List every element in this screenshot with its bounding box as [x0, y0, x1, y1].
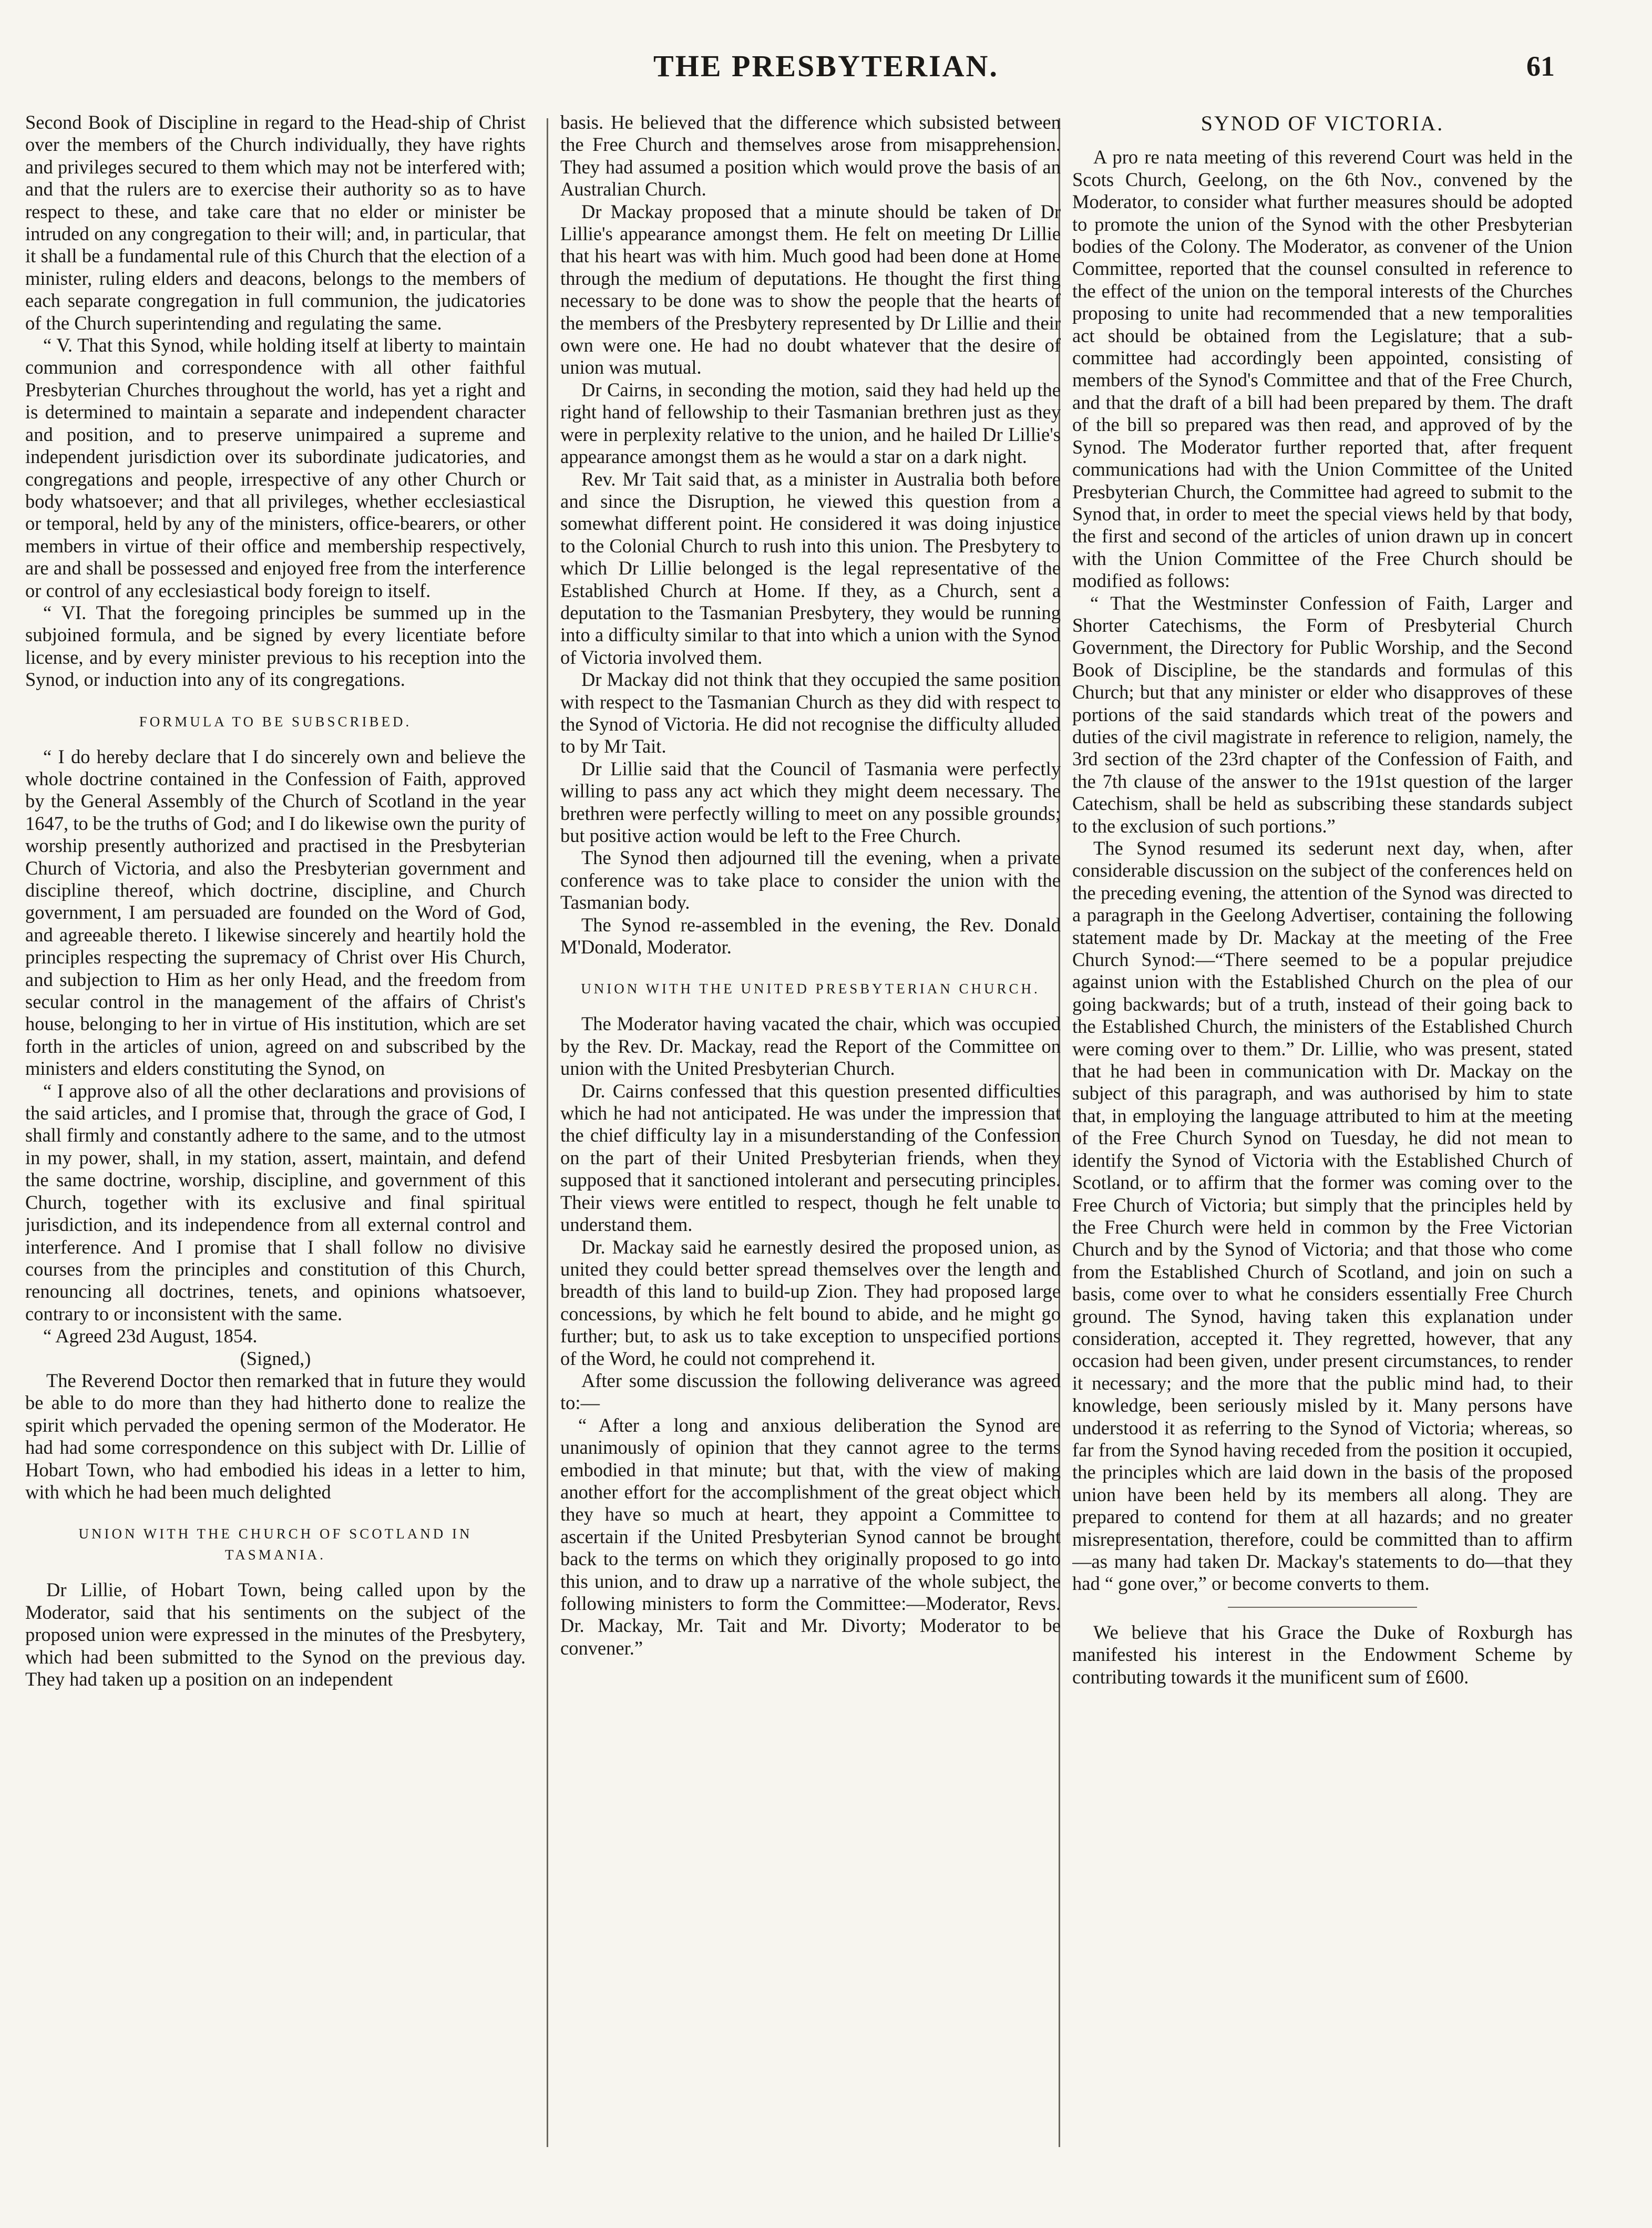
paragraph: The Synod then adjourned till the evening, when a private conference was to take place to consider the union with the Tasmanian body. — [560, 847, 1061, 913]
paragraph: A pro re nata meeting of this reverend Court was held in the Scots Church, Geelong, on the 6th Nov., convened by the Moderator, to consider what further measures should be adopted to promote the union of the Synod with the other Presbyterian bodies of the Colony. The Moderator, as convener of the Union Committee, reported that the counsel consulted in reference to the effect of the union on the temporal interests of the Churches proposing to unite had recommended that a new temporalities act should be obtained from the Legislature; that a sub-committee had accordingly been appointed, consisting of members of the Synod's Committee and that of the Free Church, and that the draft of a bill had been prepared by them. The draft of the bill so prepared was then read, and approved of by the Synod. The Moderator further reported that, after frequent communications had with the Union Committee of the United Presbyterian Church, the Committee had agreed to submit to the Synod that, in order to meet the special views held by that body, the first and second of the articles of union drawn up in concert with the Union Committee of the Free Church should be modified as follows: — [1072, 146, 1573, 592]
paragraph: “ V. That this Synod, while holding itself at liberty to maintain communion and correspondence with all other faithful Presbyterian Churches throughout the world, has yet a right and is determined to maintain a separate and independent character and position, and to preserve unimpaired a supreme and independent jurisdiction over its subordinate judicatories, and congregations and people, irrespective of any other Church or body whatsoever; and that all privileges, whether ecclesiastical or temporal, held by any of the ministers, office-bearers, or other members in virtue of their office and membership respectively, are and shall be possessed and enjoyed free from the interference or control of any ecclesiastical body foreign to itself. — [25, 334, 526, 601]
page-title: THE PRESBYTERIAN. — [653, 49, 999, 83]
section-heading-tasmania: UNION WITH THE CHURCH OF SCOTLAND IN TASMANIA. — [78, 1526, 473, 1563]
paragraph: The Synod resumed its sederunt next day, when, after considerable discussion on the subject of the conferences held on the preceding evening, the attention of the Synod was directed to a paragraph in the Geelong Advertiser, containing the following statement made by Dr. Mackay at the meeting of the Free Church Synod:—“There seemed to be a popular prejudice against union with the Established Church on the plea of our going backwards; but of a truth, instead of their going back to the Established Church, the ministers of the Established Church were coming over to them.” Dr. Lillie, who was present, stated that he had been in communication with Dr. Mackay on the subject of this paragraph, and was authorised by him to state that, in employing the language attributed to him at the meeting of the Free Church Synod on Tuesday, he did not mean to identify the Synod of Victoria with the Established Church of Scotland, or to affirm that the former was coming over to the Free Church of Victoria; but simply that the principles held by the Free Church were held in common by the Free Victorian Church and by the Synod of Victoria; and that those who come from the Established Church of Scotland, and join on such a basis, come over to what he considers essentially Free Church ground. The Synod, having taken this explanation under consideration, accepted it. They regretted, however, that any occasion had been given, under present circumstances, to render it necessary; and the more that the public mind had, to their knowledge, been seriously misled by it. Many persons have understood it as referring to the Synod of Victoria; whereas, so far from the Synod having receded from the position it occupied, the principles which are laid down in the basis of the proposed union have been held by its members all along. They are prepared to contend for them at all hazards; and no greater misrepresentation, therefore, could be committed than to affirm—as many had taken Dr. Mackay's statements to do—that they had “ gone over,” or become converts to them. — [1072, 837, 1573, 1595]
paragraph: Rev. Mr Tait said that, as a minister in Australia both before and since the Disruption, he viewed this question from a somewhat different point. He considered it was doing injustice to the Colonial Church to rush into this union. The Presbytery to which Dr Lillie belonged is the legal representative of the Established Church at Home. If they, as a Church, sent a deputation to the Tasmanian Presbytery, they would be running into a difficulty similar to that into which a union with the Synod of Victoria involved them. — [560, 468, 1061, 668]
paragraph: The Reverend Doctor then remarked that in future they would be able to do more than they had hitherto done to realize the spirit which pervaded the opening sermon of the Moderator. He had had some correspondence on this subject with Dr. Lillie of Hobart Town, who had embodied his ideas in a letter to him, with which he had been much delighted — [25, 1369, 526, 1503]
paragraph: Dr Cairns, in seconding the motion, said they had held up the right hand of fellowship to their Tasmanian brethren just as they were in perplexity relative to the union, and he hailed Dr Lillie's appearance amongst them as he would a star on a dark night. — [560, 378, 1061, 468]
paragraph: After some discussion the following deliverance was agreed to:— — [560, 1369, 1061, 1414]
paragraph: “ Agreed 23d August, 1854. — [43, 1325, 258, 1347]
paragraph: “ VI. That the foregoing principles be summed up in the subjoined formula, and be signed by every licentiate before license, and by every minister previous to his reception into the Synod, or induction into any of its congregations. — [25, 601, 526, 691]
paragraph: Dr Lillie said that the Council of Tasmania were perfectly willing to pass any act which they might deem necessary. The brethren were perfectly willing to meet on any possible grounds; but positive action would be left to the Free Church. — [560, 757, 1061, 846]
paragraph: “ I do hereby declare that I do sincerely own and believe the whole doctrine contained in the Confession of Faith, approved by the General Assembly of the Church of Scotland in the year 1647, to be the truths of God; and I do likewise own the purity of worship presently authorized and practised in the Presbyterian Church of Victoria, and also the Presbyterian government and discipline thereof, which doctrine, discipline, and Church government, I am persuaded are founded on the Word of God, and agreeable thereto. I likewise sincerely and heartily hold the principles respecting the supremacy of Christ over His Church, and subjection to Him as her only Head, and the freedom from secular control in the management of the affairs of Christ's house, belonging to her in virtue of His institution, which are set forth in the articles of union, agreed on and subscribed by the ministers and elders constituting the Synod, on — [25, 745, 526, 1080]
signature-line: (Signed,) — [240, 1347, 311, 1369]
paragraph: Dr. Mackay said he earnestly desired the proposed union, as united they could better spread themselves over the length and breadth of this land to build-up Zion. They had proposed large concessions, by which he felt bound to abide, and he might go further; but, to ask us to take exception to unspecified portions of the Word, he could not comprehend it. — [560, 1236, 1061, 1369]
divider — [1228, 1607, 1417, 1608]
paragraph: “ That the Westminster Confession of Faith, Larger and Shorter Catechisms, the Form of Presbyterial Church Government, the Directory for Public Worship, and the Second Book of Discipline, be the standards and formulas of this Church; but that any minister or elder who disapproves of these portions of the said standards which treat of the powers and duties of the civil magistrate in reference to religion, namely, the 3rd section of the 23rd chapter of the Confession of Faith, and the 7th clause of the answer to the 191st question of the larger Catechism, shall be held as subscribing these standards subject to the exclusion of such portions.” — [1072, 592, 1573, 837]
paragraph: Dr Mackay did not think that they occupied the same position with respect to the Tasmanian Church as they did with respect to the Synod of Victoria. He did not recognise the difficulty alluded to by Mr Tait. — [560, 669, 1061, 757]
section-heading-united-presbyterian: UNION WITH THE UNITED PRESBYTERIAN CHURCH. — [581, 981, 1040, 997]
column-left — [25, 111, 526, 2209]
paragraph: The Synod re-assembled in the evening, the Rev. Donald M'Donald, Moderator. — [560, 913, 1061, 958]
paragraph: “ I approve also of all the other declarations and provisions of the said articles, and I promise that, through the grace of God, I shall firmly and constantly adhere to the same, and to the utmost in my power, shall, in my station, assert, maintain, and defend the same doctrine, worship, discipline, and government of this Church, together with its exclusive and final spiritual jurisdiction, and its independence from all external control and interference. And I promise that I shall follow no divisive courses from the principles and constitution of this Church, renouncing all doctrines, tenets, and opinions whatsoever, contrary to or inconsistent with the same. — [25, 1080, 526, 1325]
paragraph: We believe that his Grace the Duke of Roxburgh has manifested his interest in the Endowment Scheme by contributing towards it the munificent sum of £600. — [1072, 1621, 1573, 1688]
page-number: 61 — [1526, 50, 1555, 82]
column-middle — [560, 111, 1061, 2209]
section-heading-synod: SYNOD OF VICTORIA. — [1200, 111, 1444, 135]
paragraph: basis. He believed that the difference which subsisted between the Free Church and themselves arose from misapprehension. They had assumed a position which would prove the basis of an Australian Church. — [560, 111, 1061, 200]
paragraph: Dr Mackay proposed that a minute should be taken of Dr Lillie's appearance amongst them. He felt on meeting Dr Lillie that his heart was with him. Much good had been done at Home through the medium of deputations. He thought the first thing necessary to be done was to show the people that the hearts of the members of the Presbytery represented by Dr Lillie and their own were one. He had no doubt whatever that the desire of union was mutual. — [560, 200, 1061, 378]
column-right — [1072, 111, 1573, 2209]
column-divider — [547, 118, 548, 2147]
paragraph: The Moderator having vacated the chair, which was occupied by the Rev. Dr. Mackay, read the Report of the Committee on union with the United Presbyterian Church. — [560, 1013, 1061, 1080]
paragraph: Dr. Cairns confessed that this question presented difficulties which he had not anticipated. He was under the impression that the chief difficulty lay in a misunderstanding of the Confession on the part of their United Presbyterian friends, when they supposed that it sanctioned intolerant and persecuting principles. Their views were entitled to respect, though he felt unable to understand them. — [560, 1080, 1061, 1236]
page-header — [0, 0, 1652, 105]
paragraph: Dr Lillie, of Hobart Town, being called upon by the Moderator, said that his sentiments on the subject of the proposed union were expressed in the minutes of the Presbytery, which had been submitted to the Synod on the previous day. They had taken up a position on an independent — [25, 1579, 526, 1690]
section-heading-formula: FORMULA TO BE SUBSCRIBED. — [139, 713, 412, 730]
paragraph: Second Book of Discipline in regard to the Head-ship of Christ over the members of the Church individually, they have rights and privileges secured to them which may not be interfered with; and that the rulers are to exercise their authority so as to have respect to these, and take care that no elder or minister be intruded on any congregation to their will; and, in particular, that it shall be a fundamental rule of this Church that the election of a minister, ruling elders and deacons, belongs to the members of each separate congregation in full communion, the judicatories of the Church superintending and regulating the same. — [25, 111, 526, 334]
paragraph: “ After a long and anxious deliberation the Synod are unanimously of opinion that they cannot agree to the terms embodied in that minute; but that, with the view of making another effort for the accomplishment of the great object which they have so much at heart, they appoint a Committee to ascertain if the United Presbyterian Synod cannot be brought back to the terms on which they originally proposed to go into this union, and to draw up a narrative of the whole subject, the following ministers to form the Committee:—Moderator, Revs. Dr. Mackay, Mr. Tait and Mr. Divorty; Moderator to be convener.” — [560, 1414, 1061, 1659]
